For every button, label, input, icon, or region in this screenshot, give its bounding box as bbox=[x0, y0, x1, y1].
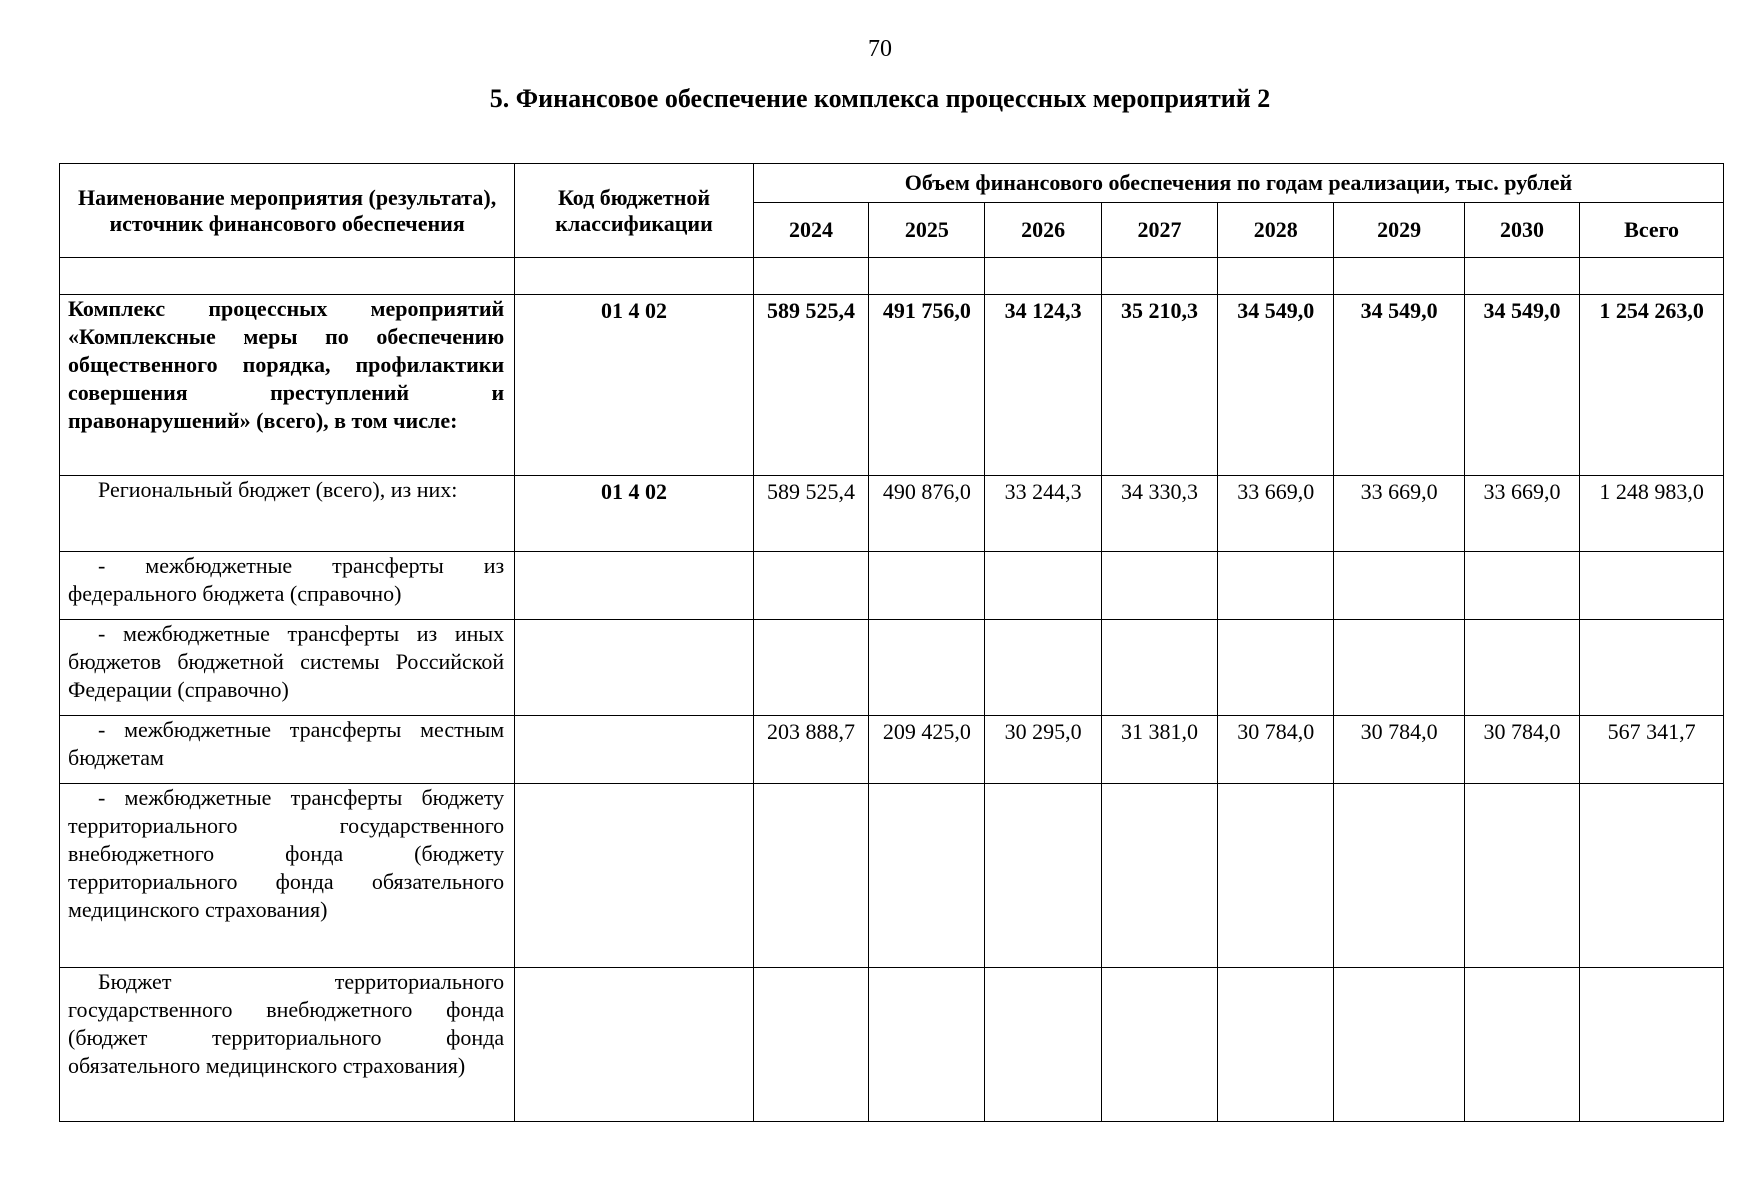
row-value: 34 124,3 bbox=[985, 295, 1101, 476]
header-year: 2026 bbox=[985, 203, 1101, 258]
header-year: 2029 bbox=[1334, 203, 1464, 258]
row-total: 567 341,7 bbox=[1580, 716, 1724, 784]
column-number bbox=[753, 258, 868, 295]
row-value: 491 756,0 bbox=[869, 295, 985, 476]
row-value bbox=[1101, 968, 1217, 1122]
row-value bbox=[753, 784, 868, 968]
row-code bbox=[515, 784, 754, 968]
row-code: 01 4 02 bbox=[515, 476, 754, 552]
header-name: Наименование мероприятия (результата), источник финансового обеспечения bbox=[60, 164, 515, 258]
row-name: Региональный бюджет (всего), из них: bbox=[60, 476, 515, 552]
table-row-complex-total bbox=[60, 295, 1724, 476]
row-value bbox=[1218, 968, 1334, 1122]
row-value bbox=[985, 784, 1101, 968]
row-name: - межбюджетные трансферты из федерального бюджета (справочно) bbox=[60, 552, 515, 620]
page-number: 70 bbox=[868, 36, 892, 62]
row-value bbox=[1464, 552, 1579, 620]
row-value: 31 381,0 bbox=[1101, 716, 1217, 784]
row-code bbox=[515, 620, 754, 716]
header-code: Код бюджетной классификации bbox=[515, 164, 754, 258]
row-value: 203 888,7 bbox=[753, 716, 868, 784]
header-total: Всего bbox=[1580, 203, 1724, 258]
column-number bbox=[1580, 258, 1724, 295]
row-code bbox=[515, 716, 754, 784]
row-name: Комплекс процессных мероприятий «Комплексные меры по обеспечению общественного порядка, профилактики совершения преступлений и правонарушений» (всего), в том числе: bbox=[60, 295, 515, 476]
row-value: 209 425,0 bbox=[869, 716, 985, 784]
row-value bbox=[869, 968, 985, 1122]
row-value bbox=[753, 968, 868, 1122]
table-header bbox=[60, 164, 1724, 258]
row-total: 1 254 263,0 bbox=[1580, 295, 1724, 476]
row-value: 33 244,3 bbox=[985, 476, 1101, 552]
column-number-row bbox=[60, 258, 1724, 295]
table-row-fund-budget bbox=[60, 968, 1724, 1122]
row-value: 34 549,0 bbox=[1464, 295, 1579, 476]
header-volume: Объем финансового обеспечения по годам реализации, тыс. рублей bbox=[753, 164, 1723, 203]
table-row-local-transfers bbox=[60, 716, 1724, 784]
column-number bbox=[1334, 258, 1464, 295]
row-value: 589 525,4 bbox=[753, 476, 868, 552]
table-row-regional-budget bbox=[60, 476, 1724, 552]
row-value bbox=[869, 552, 985, 620]
column-number bbox=[1218, 258, 1334, 295]
header-year: 2025 bbox=[869, 203, 985, 258]
row-value bbox=[1334, 552, 1464, 620]
row-name: Бюджет территориального государственного внебюджетного фонда (бюджет территориального фонда обязательного медицинского страхования) bbox=[60, 968, 515, 1122]
row-value bbox=[1218, 552, 1334, 620]
table-row-federal-transfers bbox=[60, 552, 1724, 620]
row-value: 33 669,0 bbox=[1218, 476, 1334, 552]
row-total bbox=[1580, 784, 1724, 968]
row-name: - межбюджетные трансферты местным бюджетам bbox=[60, 716, 515, 784]
row-value bbox=[1464, 620, 1579, 716]
row-value: 589 525,4 bbox=[753, 295, 868, 476]
row-value: 34 549,0 bbox=[1334, 295, 1464, 476]
column-number bbox=[985, 258, 1101, 295]
row-value: 35 210,3 bbox=[1101, 295, 1217, 476]
table-row-fund-transfers bbox=[60, 784, 1724, 968]
column-number bbox=[515, 258, 754, 295]
column-number bbox=[1464, 258, 1579, 295]
row-value bbox=[869, 620, 985, 716]
row-value bbox=[753, 620, 868, 716]
row-value: 30 784,0 bbox=[1464, 716, 1579, 784]
row-value bbox=[985, 968, 1101, 1122]
row-value bbox=[1334, 620, 1464, 716]
header-year: 2028 bbox=[1218, 203, 1334, 258]
row-value: 30 295,0 bbox=[985, 716, 1101, 784]
row-value bbox=[753, 552, 868, 620]
column-number bbox=[869, 258, 985, 295]
column-number bbox=[1101, 258, 1217, 295]
row-value bbox=[1101, 620, 1217, 716]
row-value bbox=[1218, 784, 1334, 968]
row-total: 1 248 983,0 bbox=[1580, 476, 1724, 552]
row-name: - межбюджетные трансферты из иных бюджетов бюджетной системы Российской Федерации (справочно) bbox=[60, 620, 515, 716]
row-value bbox=[1464, 968, 1579, 1122]
table-row-other-budgets-transfers bbox=[60, 620, 1724, 716]
row-code: 01 4 02 bbox=[515, 295, 754, 476]
row-value: 34 549,0 bbox=[1218, 295, 1334, 476]
row-value: 33 669,0 bbox=[1334, 476, 1464, 552]
financing-table bbox=[59, 163, 1724, 1122]
row-value: 490 876,0 bbox=[869, 476, 985, 552]
document-title: 5. Финансовое обеспечение комплекса процессных мероприятий 2 bbox=[489, 84, 1271, 113]
header-year: 2024 bbox=[753, 203, 868, 258]
column-number bbox=[60, 258, 515, 295]
table-body bbox=[60, 258, 1724, 1122]
row-value bbox=[1334, 968, 1464, 1122]
row-total bbox=[1580, 968, 1724, 1122]
row-value: 30 784,0 bbox=[1218, 716, 1334, 784]
row-total bbox=[1580, 620, 1724, 716]
row-value bbox=[1101, 552, 1217, 620]
row-value: 33 669,0 bbox=[1464, 476, 1579, 552]
row-total bbox=[1580, 552, 1724, 620]
row-value bbox=[1101, 784, 1217, 968]
row-value: 34 330,3 bbox=[1101, 476, 1217, 552]
header-year: 2027 bbox=[1101, 203, 1217, 258]
row-code bbox=[515, 552, 754, 620]
row-value bbox=[1218, 620, 1334, 716]
row-value bbox=[985, 620, 1101, 716]
row-code bbox=[515, 968, 754, 1122]
row-value bbox=[985, 552, 1101, 620]
row-name: - межбюджетные трансферты бюджету территориального государственного внебюджетного фонда (бюджету территориального фонда обязательного медицинского страхования) bbox=[60, 784, 515, 968]
header-year: 2030 bbox=[1464, 203, 1579, 258]
row-value bbox=[869, 784, 985, 968]
row-value bbox=[1334, 784, 1464, 968]
row-value: 30 784,0 bbox=[1334, 716, 1464, 784]
row-value bbox=[1464, 784, 1579, 968]
